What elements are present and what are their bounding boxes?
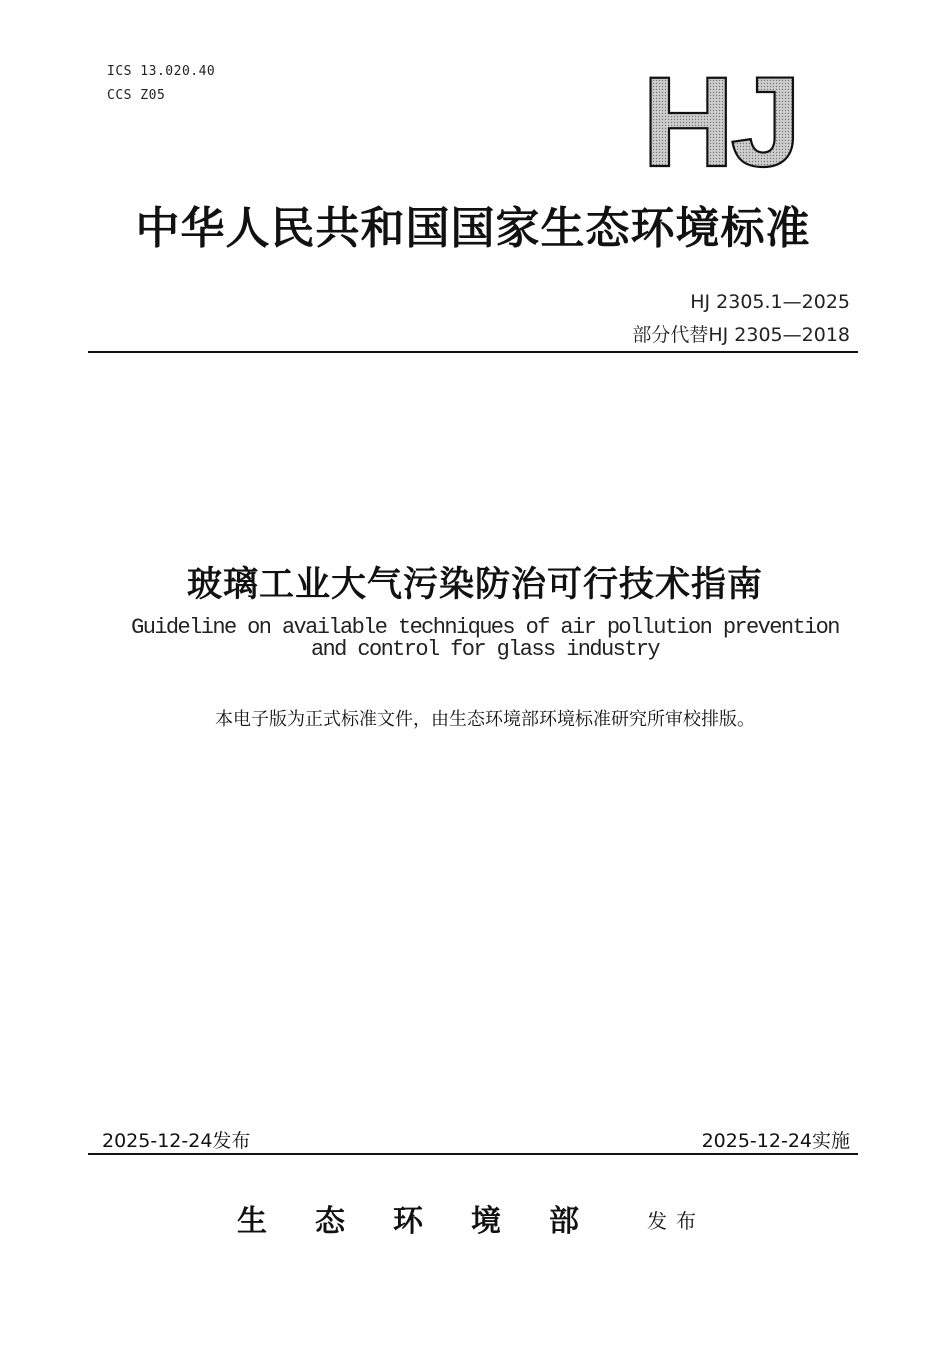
document-title-zh: 玻璃工业大气污染防治可行技术指南 [186,565,763,605]
ics-code: ICS 13.020.40 [107,64,216,79]
top-rule [88,351,858,353]
hj-logo [640,70,835,170]
implementation-date: 2025-12-24实施 [701,1130,850,1152]
hj-logo-text: HJ [642,70,798,170]
document-title-en-line1: Guideline on available techniques of air pollution prevention [131,615,839,640]
standard-number: HJ 2305.1—2025 [690,291,850,313]
national-standard-title: 中华人民共和国国家生态环境标准 [135,203,811,254]
issuer-suffix: 发布 [647,1209,705,1233]
bottom-rule [88,1153,858,1155]
replaces-standard: 部分代替HJ 2305—2018 [632,324,850,346]
electronic-edition-notice: 本电子版为正式标准文件，由生态环境部环境标准研究所审校排版。 [215,709,755,730]
ccs-code: CCS Z05 [107,88,166,103]
issue-date: 2025-12-24发布 [102,1130,251,1152]
issuer-name: 生态环境部 [237,1204,627,1239]
document-title-en-line2: and control for glass industry [310,637,660,662]
